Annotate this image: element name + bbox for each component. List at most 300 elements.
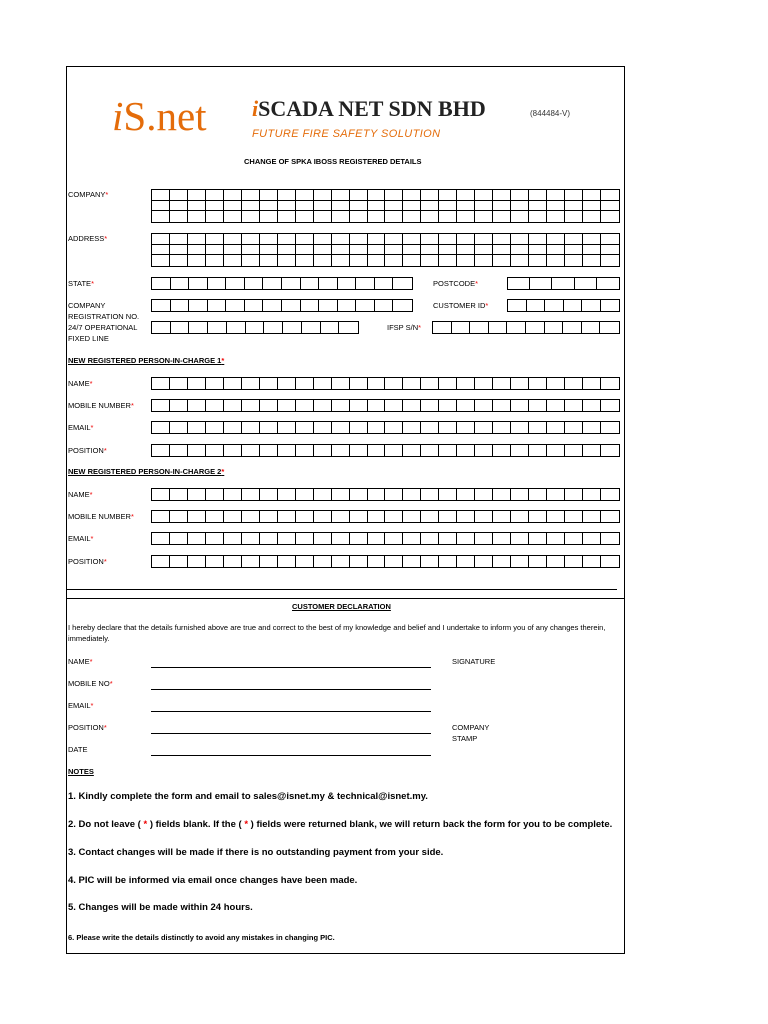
character-box[interactable] xyxy=(583,255,601,266)
character-box[interactable] xyxy=(314,511,332,522)
character-box[interactable] xyxy=(170,211,188,222)
character-box[interactable] xyxy=(226,278,245,289)
character-box[interactable] xyxy=(171,322,190,333)
character-box[interactable] xyxy=(457,400,475,411)
character-box[interactable] xyxy=(206,211,224,222)
character-box[interactable] xyxy=(152,533,170,544)
character-box[interactable] xyxy=(224,211,242,222)
character-box[interactable] xyxy=(206,556,224,567)
character-box[interactable] xyxy=(189,322,208,333)
character-box[interactable] xyxy=(439,445,457,456)
decl-position-field[interactable] xyxy=(151,733,431,734)
character-box[interactable] xyxy=(385,533,403,544)
character-box[interactable] xyxy=(224,255,242,266)
character-box[interactable] xyxy=(526,322,545,333)
character-box[interactable] xyxy=(260,422,278,433)
character-box[interactable] xyxy=(601,400,619,411)
character-box[interactable] xyxy=(368,533,386,544)
character-box[interactable] xyxy=(421,511,439,522)
character-box[interactable] xyxy=(260,556,278,567)
character-box[interactable] xyxy=(583,201,601,212)
character-box[interactable] xyxy=(368,556,386,567)
character-box[interactable] xyxy=(565,378,583,389)
character-box[interactable] xyxy=(224,511,242,522)
character-box[interactable] xyxy=(245,300,264,311)
character-box[interactable] xyxy=(493,245,511,256)
character-box[interactable] xyxy=(511,255,529,266)
character-box[interactable] xyxy=(188,533,206,544)
character-box[interactable] xyxy=(511,245,529,256)
state-input-grid[interactable] xyxy=(151,277,413,290)
character-box[interactable] xyxy=(332,255,350,266)
character-box[interactable] xyxy=(242,201,260,212)
character-box[interactable] xyxy=(206,511,224,522)
character-box[interactable] xyxy=(170,245,188,256)
character-box[interactable] xyxy=(508,278,530,289)
character-box[interactable] xyxy=(601,190,619,201)
character-box[interactable] xyxy=(260,445,278,456)
character-box[interactable] xyxy=(170,511,188,522)
character-box[interactable] xyxy=(206,422,224,433)
character-box[interactable] xyxy=(403,489,421,500)
character-box[interactable] xyxy=(188,378,206,389)
character-box[interactable] xyxy=(601,533,619,544)
character-box[interactable] xyxy=(314,489,332,500)
character-box[interactable] xyxy=(242,255,260,266)
character-box[interactable] xyxy=(242,511,260,522)
character-box[interactable] xyxy=(527,300,546,311)
character-box[interactable] xyxy=(529,211,547,222)
character-box[interactable] xyxy=(421,533,439,544)
character-box[interactable] xyxy=(547,400,565,411)
character-box[interactable] xyxy=(188,489,206,500)
character-box[interactable] xyxy=(439,489,457,500)
character-box[interactable] xyxy=(493,556,511,567)
character-box[interactable] xyxy=(439,201,457,212)
character-box[interactable] xyxy=(529,190,547,201)
character-box[interactable] xyxy=(475,211,493,222)
character-box[interactable] xyxy=(547,511,565,522)
character-box[interactable] xyxy=(564,300,583,311)
character-box[interactable] xyxy=(489,322,508,333)
character-box[interactable] xyxy=(226,300,245,311)
character-box[interactable] xyxy=(332,556,350,567)
character-box[interactable] xyxy=(457,511,475,522)
character-box[interactable] xyxy=(314,245,332,256)
character-box[interactable] xyxy=(188,245,206,256)
character-box[interactable] xyxy=(332,445,350,456)
character-box[interactable] xyxy=(260,511,278,522)
character-box[interactable] xyxy=(368,445,386,456)
character-box[interactable] xyxy=(597,278,619,289)
character-box[interactable] xyxy=(475,378,493,389)
character-box[interactable] xyxy=(350,201,368,212)
character-box[interactable] xyxy=(529,234,547,245)
character-box[interactable] xyxy=(583,511,601,522)
character-box[interactable] xyxy=(170,378,188,389)
character-box[interactable] xyxy=(600,322,619,333)
character-box[interactable] xyxy=(582,322,601,333)
character-box[interactable] xyxy=(296,190,314,201)
character-box[interactable] xyxy=(170,400,188,411)
character-box[interactable] xyxy=(493,234,511,245)
pic1-mobile-input-grid[interactable] xyxy=(151,399,620,412)
character-box[interactable] xyxy=(350,245,368,256)
character-box[interactable] xyxy=(583,533,601,544)
character-box[interactable] xyxy=(547,445,565,456)
character-box[interactable] xyxy=(282,278,301,289)
character-box[interactable] xyxy=(188,556,206,567)
character-box[interactable] xyxy=(529,445,547,456)
character-box[interactable] xyxy=(457,234,475,245)
character-box[interactable] xyxy=(224,201,242,212)
character-box[interactable] xyxy=(421,400,439,411)
character-box[interactable] xyxy=(385,234,403,245)
character-box[interactable] xyxy=(170,255,188,266)
character-box[interactable] xyxy=(457,489,475,500)
character-box[interactable] xyxy=(545,300,564,311)
character-box[interactable] xyxy=(296,422,314,433)
character-box[interactable] xyxy=(601,511,619,522)
character-box[interactable] xyxy=(457,255,475,266)
character-box[interactable] xyxy=(332,211,350,222)
company-reg-input-grid[interactable] xyxy=(151,299,413,312)
character-box[interactable] xyxy=(278,190,296,201)
character-box[interactable] xyxy=(242,234,260,245)
character-box[interactable] xyxy=(263,300,282,311)
character-box[interactable] xyxy=(439,245,457,256)
character-box[interactable] xyxy=(439,378,457,389)
character-box[interactable] xyxy=(601,378,619,389)
character-box[interactable] xyxy=(385,190,403,201)
character-box[interactable] xyxy=(601,445,619,456)
character-box[interactable] xyxy=(493,255,511,266)
character-box[interactable] xyxy=(301,278,320,289)
character-box[interactable] xyxy=(439,556,457,567)
character-box[interactable] xyxy=(452,322,471,333)
character-box[interactable] xyxy=(224,234,242,245)
character-box[interactable] xyxy=(475,400,493,411)
character-box[interactable] xyxy=(547,245,565,256)
character-box[interactable] xyxy=(475,190,493,201)
character-box[interactable] xyxy=(475,201,493,212)
character-box[interactable] xyxy=(246,322,265,333)
character-box[interactable] xyxy=(439,234,457,245)
character-box[interactable] xyxy=(368,378,386,389)
character-box[interactable] xyxy=(206,378,224,389)
character-box[interactable] xyxy=(314,400,332,411)
character-box[interactable] xyxy=(170,422,188,433)
character-box[interactable] xyxy=(511,234,529,245)
character-box[interactable] xyxy=(296,445,314,456)
character-box[interactable] xyxy=(296,378,314,389)
character-box[interactable] xyxy=(421,245,439,256)
character-box[interactable] xyxy=(350,422,368,433)
character-box[interactable] xyxy=(403,211,421,222)
character-box[interactable] xyxy=(457,211,475,222)
character-box[interactable] xyxy=(601,300,620,311)
character-box[interactable] xyxy=(152,245,170,256)
character-box[interactable] xyxy=(260,489,278,500)
character-box[interactable] xyxy=(393,300,412,311)
character-box[interactable] xyxy=(403,378,421,389)
character-box[interactable] xyxy=(189,278,208,289)
character-box[interactable] xyxy=(511,422,529,433)
character-box[interactable] xyxy=(314,556,332,567)
character-box[interactable] xyxy=(547,190,565,201)
character-box[interactable] xyxy=(188,234,206,245)
character-box[interactable] xyxy=(278,234,296,245)
character-box[interactable] xyxy=(224,400,242,411)
character-box[interactable] xyxy=(350,556,368,567)
character-box[interactable] xyxy=(529,400,547,411)
character-box[interactable] xyxy=(296,489,314,500)
character-box[interactable] xyxy=(511,201,529,212)
character-box[interactable] xyxy=(260,234,278,245)
character-box[interactable] xyxy=(278,489,296,500)
character-box[interactable] xyxy=(350,400,368,411)
character-box[interactable] xyxy=(208,300,227,311)
character-box[interactable] xyxy=(245,278,264,289)
character-box[interactable] xyxy=(227,322,246,333)
character-box[interactable] xyxy=(493,533,511,544)
character-box[interactable] xyxy=(314,234,332,245)
character-box[interactable] xyxy=(385,245,403,256)
character-box[interactable] xyxy=(565,234,583,245)
character-box[interactable] xyxy=(332,201,350,212)
character-box[interactable] xyxy=(278,255,296,266)
character-box[interactable] xyxy=(350,234,368,245)
character-box[interactable] xyxy=(296,245,314,256)
character-box[interactable] xyxy=(152,300,171,311)
character-box[interactable] xyxy=(529,378,547,389)
pic2-mobile-input-grid[interactable] xyxy=(151,510,620,523)
character-box[interactable] xyxy=(565,533,583,544)
character-box[interactable] xyxy=(264,322,283,333)
character-box[interactable] xyxy=(152,278,171,289)
character-box[interactable] xyxy=(260,255,278,266)
character-box[interactable] xyxy=(511,190,529,201)
character-box[interactable] xyxy=(493,445,511,456)
character-box[interactable] xyxy=(475,422,493,433)
character-box[interactable] xyxy=(152,511,170,522)
character-box[interactable] xyxy=(403,190,421,201)
character-box[interactable] xyxy=(507,322,526,333)
character-box[interactable] xyxy=(338,278,357,289)
character-box[interactable] xyxy=(475,234,493,245)
character-box[interactable] xyxy=(296,255,314,266)
character-box[interactable] xyxy=(189,300,208,311)
character-box[interactable] xyxy=(439,255,457,266)
character-box[interactable] xyxy=(529,533,547,544)
character-box[interactable] xyxy=(260,211,278,222)
character-box[interactable] xyxy=(583,445,601,456)
pic1-email-input-grid[interactable] xyxy=(151,421,620,434)
character-box[interactable] xyxy=(457,422,475,433)
character-box[interactable] xyxy=(314,422,332,433)
character-box[interactable] xyxy=(224,489,242,500)
character-box[interactable] xyxy=(403,422,421,433)
character-box[interactable] xyxy=(278,445,296,456)
character-box[interactable] xyxy=(493,511,511,522)
character-box[interactable] xyxy=(457,245,475,256)
character-box[interactable] xyxy=(278,378,296,389)
character-box[interactable] xyxy=(152,322,171,333)
character-box[interactable] xyxy=(547,255,565,266)
character-box[interactable] xyxy=(188,511,206,522)
character-box[interactable] xyxy=(282,300,301,311)
character-box[interactable] xyxy=(260,378,278,389)
character-box[interactable] xyxy=(583,400,601,411)
character-box[interactable] xyxy=(547,211,565,222)
character-box[interactable] xyxy=(475,445,493,456)
character-box[interactable] xyxy=(242,489,260,500)
character-box[interactable] xyxy=(188,211,206,222)
character-box[interactable] xyxy=(601,556,619,567)
character-box[interactable] xyxy=(296,556,314,567)
character-box[interactable] xyxy=(421,190,439,201)
pic1-name-input-grid[interactable] xyxy=(151,377,620,390)
character-box[interactable] xyxy=(350,533,368,544)
character-box[interactable] xyxy=(511,489,529,500)
character-box[interactable] xyxy=(170,445,188,456)
character-box[interactable] xyxy=(475,556,493,567)
character-box[interactable] xyxy=(565,201,583,212)
character-box[interactable] xyxy=(433,322,452,333)
character-box[interactable] xyxy=(339,322,358,333)
character-box[interactable] xyxy=(403,533,421,544)
character-box[interactable] xyxy=(188,255,206,266)
character-box[interactable] xyxy=(393,278,412,289)
character-box[interactable] xyxy=(368,234,386,245)
character-box[interactable] xyxy=(224,190,242,201)
character-box[interactable] xyxy=(565,255,583,266)
character-box[interactable] xyxy=(529,489,547,500)
character-box[interactable] xyxy=(170,556,188,567)
character-box[interactable] xyxy=(242,556,260,567)
character-box[interactable] xyxy=(583,489,601,500)
character-box[interactable] xyxy=(457,201,475,212)
character-box[interactable] xyxy=(321,322,340,333)
character-box[interactable] xyxy=(152,201,170,212)
decl-mobile-field[interactable] xyxy=(151,689,431,690)
character-box[interactable] xyxy=(242,378,260,389)
character-box[interactable] xyxy=(583,245,601,256)
character-box[interactable] xyxy=(260,201,278,212)
character-box[interactable] xyxy=(547,489,565,500)
pic2-name-input-grid[interactable] xyxy=(151,488,620,501)
character-box[interactable] xyxy=(332,533,350,544)
character-box[interactable] xyxy=(508,300,527,311)
character-box[interactable] xyxy=(188,422,206,433)
character-box[interactable] xyxy=(439,400,457,411)
character-box[interactable] xyxy=(565,489,583,500)
character-box[interactable] xyxy=(385,511,403,522)
character-box[interactable] xyxy=(368,400,386,411)
postcode-input-grid[interactable] xyxy=(507,277,620,290)
character-box[interactable] xyxy=(152,255,170,266)
character-box[interactable] xyxy=(375,300,394,311)
character-box[interactable] xyxy=(403,245,421,256)
character-box[interactable] xyxy=(152,556,170,567)
character-box[interactable] xyxy=(206,190,224,201)
character-box[interactable] xyxy=(368,422,386,433)
character-box[interactable] xyxy=(206,445,224,456)
character-box[interactable] xyxy=(493,211,511,222)
character-box[interactable] xyxy=(356,300,375,311)
character-box[interactable] xyxy=(152,400,170,411)
character-box[interactable] xyxy=(583,190,601,201)
character-box[interactable] xyxy=(565,511,583,522)
character-box[interactable] xyxy=(493,378,511,389)
character-box[interactable] xyxy=(368,190,386,201)
character-box[interactable] xyxy=(529,255,547,266)
character-box[interactable] xyxy=(170,201,188,212)
character-box[interactable] xyxy=(302,322,321,333)
character-box[interactable] xyxy=(152,445,170,456)
character-box[interactable] xyxy=(529,201,547,212)
character-box[interactable] xyxy=(350,445,368,456)
character-box[interactable] xyxy=(547,422,565,433)
character-box[interactable] xyxy=(421,445,439,456)
character-box[interactable] xyxy=(224,533,242,544)
character-box[interactable] xyxy=(338,300,357,311)
character-box[interactable] xyxy=(547,234,565,245)
character-box[interactable] xyxy=(332,234,350,245)
character-box[interactable] xyxy=(475,245,493,256)
character-box[interactable] xyxy=(385,378,403,389)
character-box[interactable] xyxy=(457,445,475,456)
character-box[interactable] xyxy=(529,422,547,433)
character-box[interactable] xyxy=(563,322,582,333)
character-box[interactable] xyxy=(314,378,332,389)
character-box[interactable] xyxy=(332,378,350,389)
character-box[interactable] xyxy=(206,234,224,245)
character-box[interactable] xyxy=(421,422,439,433)
character-box[interactable] xyxy=(403,556,421,567)
character-box[interactable] xyxy=(529,556,547,567)
company-input-grid[interactable] xyxy=(151,189,620,223)
character-box[interactable] xyxy=(242,533,260,544)
decl-date-field[interactable] xyxy=(151,755,431,756)
character-box[interactable] xyxy=(152,211,170,222)
character-box[interactable] xyxy=(421,378,439,389)
character-box[interactable] xyxy=(511,400,529,411)
character-box[interactable] xyxy=(314,190,332,201)
character-box[interactable] xyxy=(493,422,511,433)
character-box[interactable] xyxy=(457,378,475,389)
character-box[interactable] xyxy=(224,422,242,433)
character-box[interactable] xyxy=(260,533,278,544)
character-box[interactable] xyxy=(601,422,619,433)
character-box[interactable] xyxy=(601,234,619,245)
character-box[interactable] xyxy=(403,445,421,456)
character-box[interactable] xyxy=(493,190,511,201)
character-box[interactable] xyxy=(242,422,260,433)
character-box[interactable] xyxy=(385,489,403,500)
character-box[interactable] xyxy=(375,278,394,289)
character-box[interactable] xyxy=(296,234,314,245)
character-box[interactable] xyxy=(403,234,421,245)
character-box[interactable] xyxy=(170,533,188,544)
character-box[interactable] xyxy=(332,489,350,500)
character-box[interactable] xyxy=(545,322,564,333)
character-box[interactable] xyxy=(242,445,260,456)
character-box[interactable] xyxy=(421,201,439,212)
character-box[interactable] xyxy=(152,190,170,201)
character-box[interactable] xyxy=(403,400,421,411)
character-box[interactable] xyxy=(547,556,565,567)
